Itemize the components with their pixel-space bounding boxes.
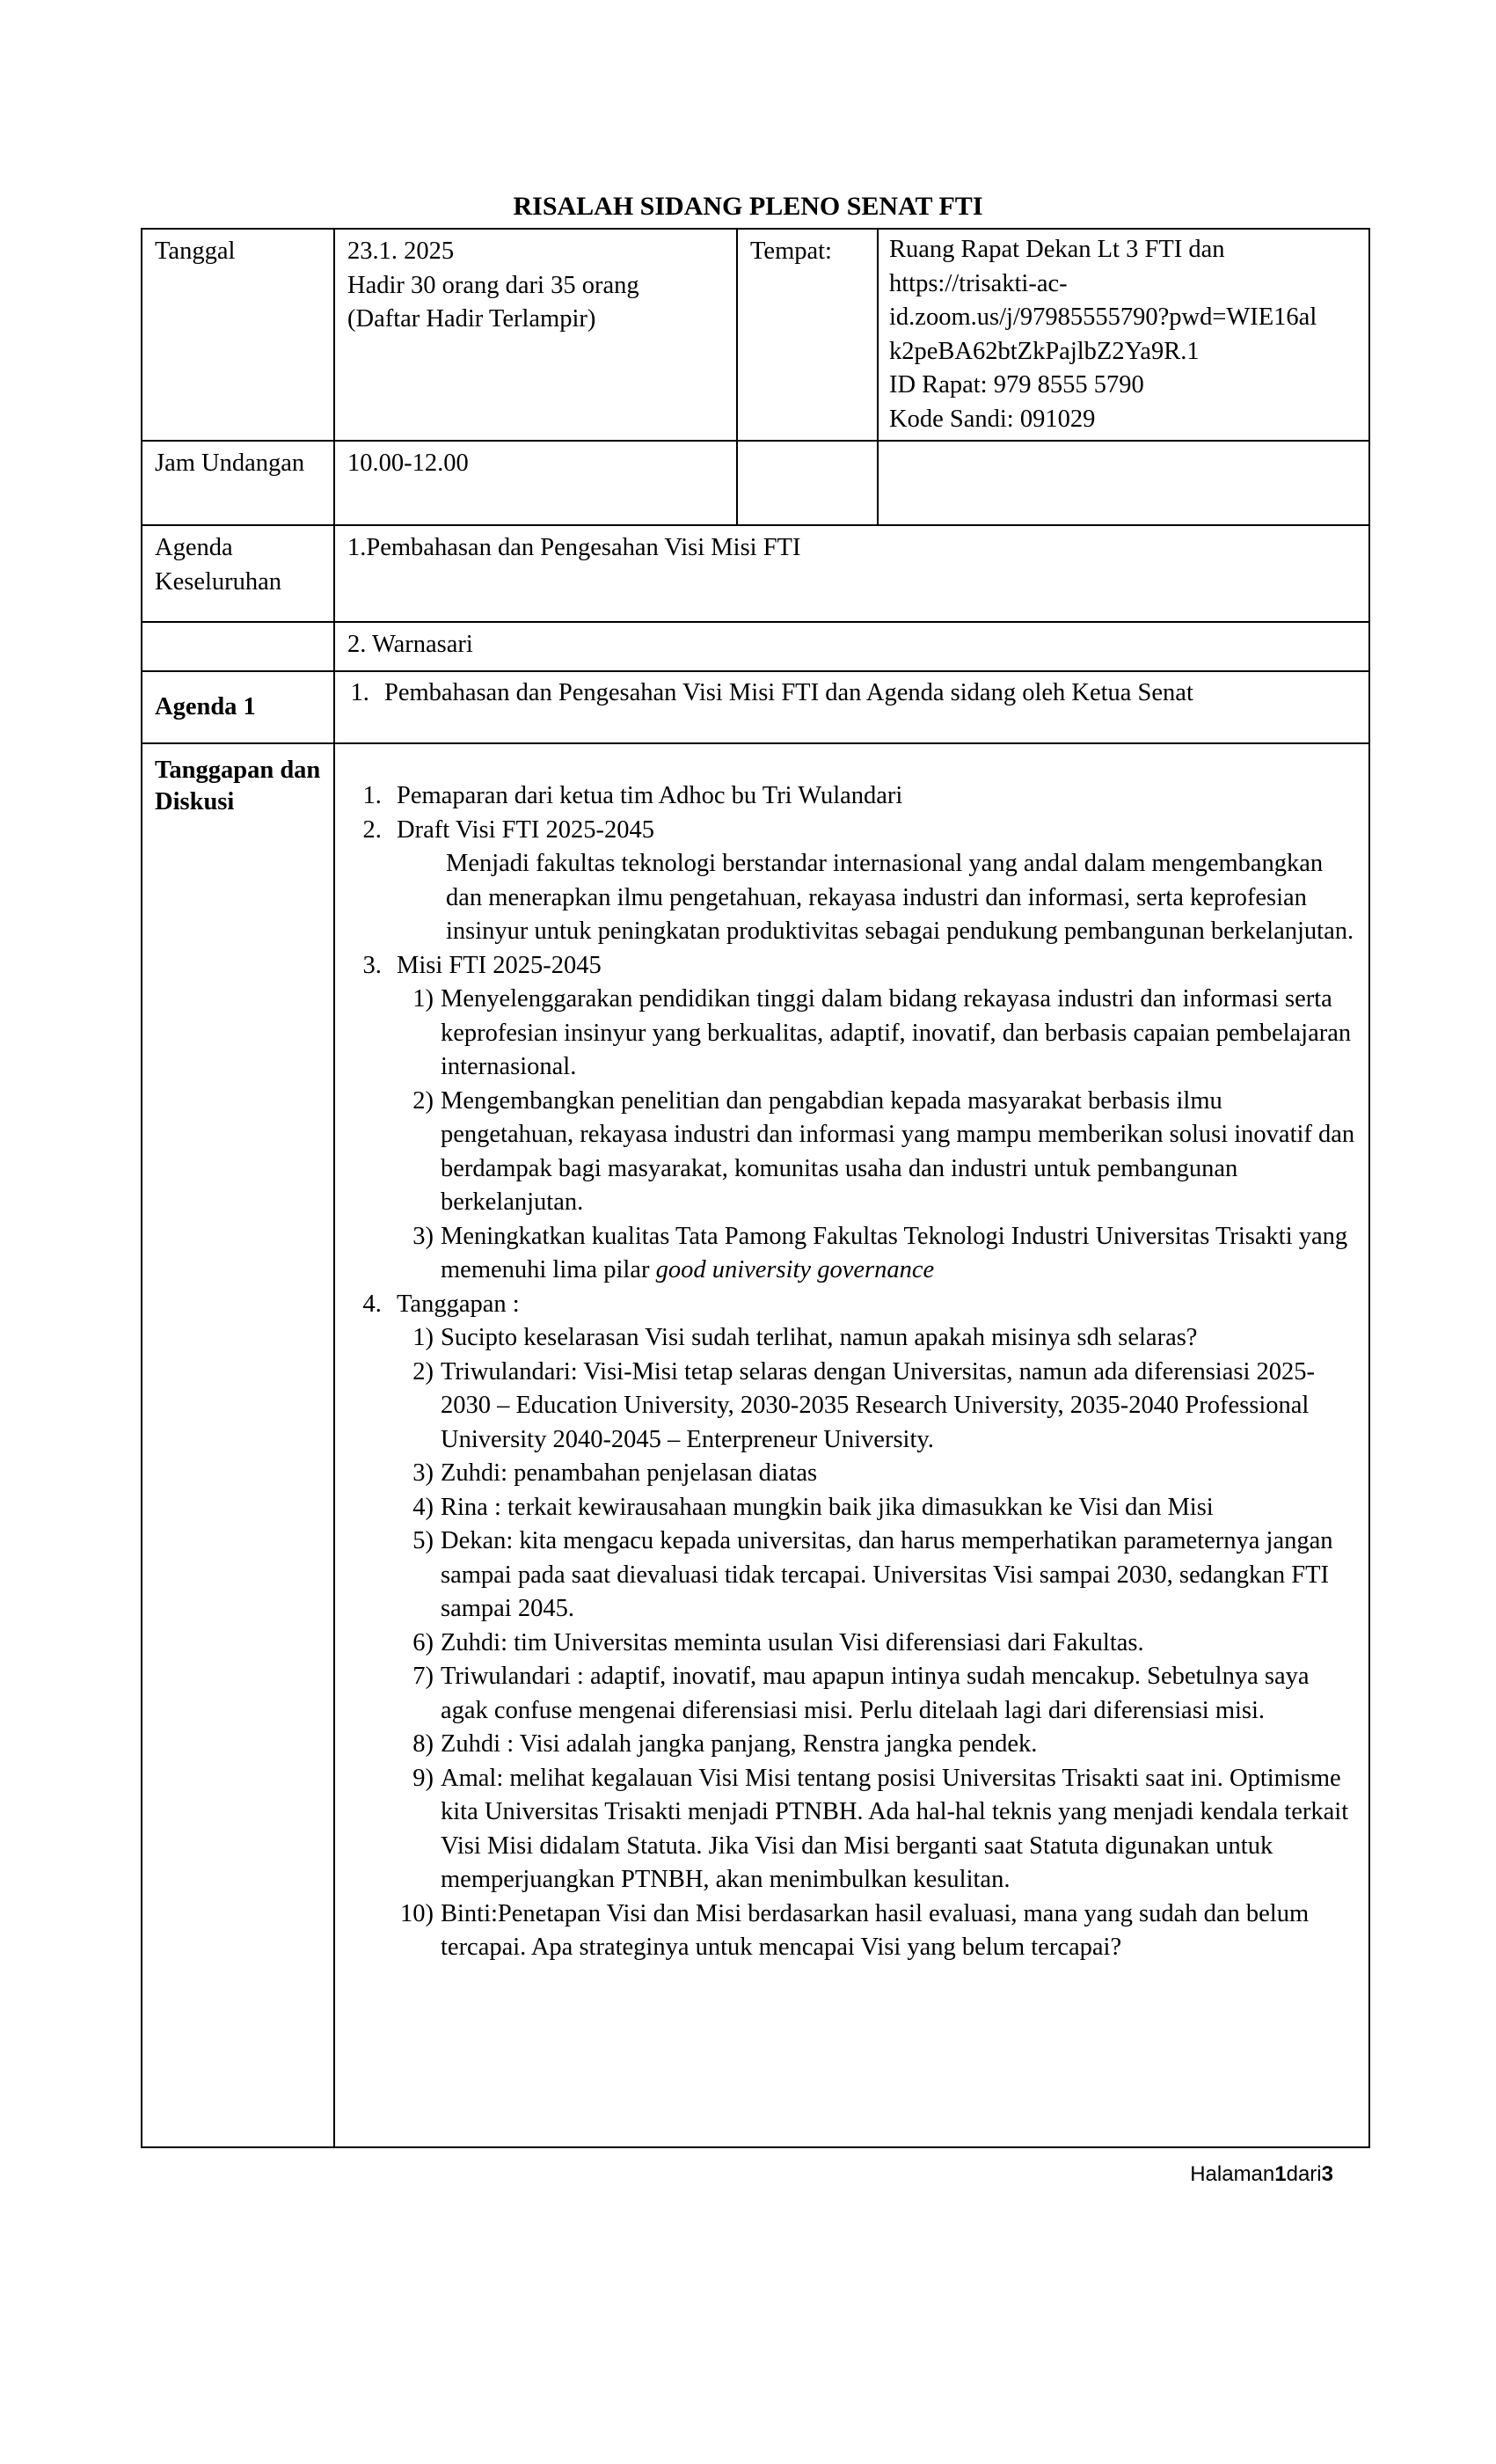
misi-item: Menyelenggarakan pendidikan tinggi dalam bidang rekayasa industri dan informasi serta keprofesian insinyur yang berkualitas, adaptif, inovatif, dan berbasis capaian pembelajaran internasional. bbox=[441, 985, 1352, 1080]
jam-empty-2 bbox=[878, 441, 1369, 525]
label-agenda-1: Agenda 1 bbox=[142, 671, 334, 743]
label-tanggal: Tanggal bbox=[142, 229, 334, 441]
response-item: Triwulandari : adaptif, inovatif, mau apapun intinya sudah mencakup. Sebetulnya saya agak confuse mengenai diferensiasi misi. Perlu ditelaah lagi dari diferensiasi misi. bbox=[441, 1663, 1310, 1724]
tanggal-attendance: Hadir 30 orang dari 35 orang bbox=[347, 271, 639, 299]
zoom-link-3[interactable]: k2peBA62btZkPajlbZ2Ya9R.1 bbox=[889, 337, 1200, 365]
warnasari-empty bbox=[142, 622, 334, 671]
visi-text: Menjadi fakultas teknologi berstandar internasional yang andal dalam mengembangkan dan menerapkan ilmu pengetahuan, rekayasa industri dan informasi, serta keprofesian insinyur untuk peningkatan produktivitas sebagai pendukung pembangunan berkelanjutan. bbox=[446, 850, 1354, 945]
row-agenda-1 bbox=[142, 671, 1369, 743]
zoom-link-2[interactable]: id.zoom.us/j/97985555790?pwd=WIE16al bbox=[889, 303, 1317, 331]
meeting-passcode: Kode Sandi: 091029 bbox=[889, 405, 1096, 433]
row-tanggal bbox=[142, 229, 1369, 441]
misi-list bbox=[397, 983, 1356, 1288]
row-jam bbox=[142, 441, 1369, 525]
misi-item bbox=[441, 1220, 1356, 1288]
row-warnasari bbox=[142, 622, 1369, 671]
response-item: Amal: melihat kegalauan Visi Misi tentang posisi Universitas Trisakti saat ini. Optimisme kita Universitas Trisakti menjadi PTNBH. Ada hal-hal teknis yang menjadi kendala terkait Visi Misi didalam Statuta. Jika Visi dan Misi berganti saat Statuta digunakan untuk memperjuangkan PTNBH, akan menimbulkan kesulitan. bbox=[441, 1764, 1349, 1893]
minutes-table bbox=[141, 228, 1370, 2148]
response-item: Zuhdi: tim Universitas meminta usulan Visi diferensiasi dari Fakultas. bbox=[441, 1628, 1144, 1656]
agenda-1-value bbox=[334, 671, 1369, 743]
page-prefix: Halaman bbox=[1190, 2162, 1275, 2186]
discussion-item-4 bbox=[388, 1288, 1356, 1965]
warnasari-value: 2. Warnasari bbox=[334, 622, 1369, 671]
misi-3-text: Meningkatkan kualitas Tata Pamong Fakultas Teknologi Industri Universitas Trisakti yang memenuhi lima pilar bbox=[441, 1222, 1348, 1283]
discussion-item-2 bbox=[388, 814, 1356, 949]
visi-heading: Draft Visi FTI 2025-2045 bbox=[397, 815, 655, 844]
response-item: Zuhdi : Visi adalah jangka panjang, Renstra jangka pendek. bbox=[441, 1730, 1038, 1758]
jam-value: 10.00-12.00 bbox=[334, 441, 737, 525]
response-item: Triwulandari: Visi-Misi tetap selaras dengan Universitas, namun ada diferensiasi 2025-2030 – Education University, 2030-2035 Research University, 2035-2040 Professional University 2040-2045 – Enterpreneur University. bbox=[441, 1357, 1315, 1453]
document-title: RISALAH SIDANG PLENO SENAT FTI bbox=[513, 192, 983, 221]
tanggapan-heading: Tanggapan : bbox=[397, 1290, 520, 1318]
response-item: Binti:Penetapan Visi dan Misi berdasarkan hasil evaluasi, mana yang sudah dan belum tercapai. Apa strateginya untuk mencapai Visi yang belum tercapai? bbox=[441, 1899, 1310, 1961]
response-item: Zuhdi: penambahan penjelasan diatas bbox=[441, 1459, 818, 1487]
tanggal-attendance-note: (Daftar Hadir Terlampir) bbox=[347, 305, 596, 333]
label-tanggapan: Tanggapan dan Diskusi bbox=[142, 743, 334, 2147]
page-total: 3 bbox=[1321, 2162, 1333, 2186]
agenda-1-list bbox=[347, 677, 1356, 709]
misi-3-italic: good university governance bbox=[655, 1256, 935, 1283]
response-item: Sucipto keselarasan Visi sudah terlihat, namun apakah misinya sdh selaras? bbox=[441, 1324, 1198, 1351]
page-number bbox=[1190, 2162, 1333, 2187]
row-tanggapan bbox=[142, 743, 1369, 2147]
misi-heading: Misi FTI 2025-2045 bbox=[397, 951, 602, 979]
label-tempat: Tempat: bbox=[737, 229, 878, 441]
discussion-item-1: 1. Pemaparan dari ketua tim Adhoc bu Tri Wulandari bbox=[388, 779, 1356, 814]
response-item: Rina : terkait kewirausahaan mungkin baik jika dimasukkan ke Visi dan Misi bbox=[441, 1493, 1214, 1521]
jam-empty-1 bbox=[737, 441, 878, 525]
response-item: Dekan: kita mengacu kepada universitas, dan harus memperhatikan parameternya jangan sampai pada saat dievaluasi tidak tercapai. Universitas Visi sampai 2030, sedangkan FTI sampai 2045. bbox=[441, 1527, 1333, 1622]
tanggal-value bbox=[334, 229, 737, 441]
row-agenda-keseluruhan bbox=[142, 525, 1369, 622]
page-current: 1 bbox=[1274, 2162, 1287, 2186]
tempat-room: Ruang Rapat Dekan Lt 3 FTI dan bbox=[889, 236, 1225, 263]
discussion-item-3 bbox=[388, 949, 1356, 1288]
label-agenda-keseluruhan: Agenda Keseluruhan bbox=[142, 525, 334, 622]
meeting-id: ID Rapat: 979 8555 5790 bbox=[889, 371, 1144, 398]
zoom-link-1[interactable]: https://trisakti-ac- bbox=[889, 269, 1068, 297]
agenda-keseluruhan-value: 1.Pembahasan dan Pengesahan Visi Misi FTI bbox=[334, 525, 1369, 622]
page-middle: dari bbox=[1286, 2162, 1322, 2186]
tempat-value bbox=[878, 229, 1369, 441]
agenda-1-item: 1. Pembahasan dan Pengesahan Visi Misi FTI dan Agenda sidang oleh Ketua Senat bbox=[376, 677, 1356, 709]
tanggapan-content bbox=[334, 743, 1369, 2147]
tanggapan-list bbox=[397, 1321, 1356, 1965]
tanggal-date: 23.1. 2025 bbox=[347, 238, 455, 265]
label-jam: Jam Undangan bbox=[142, 441, 334, 525]
misi-item: Mengembangkan penelitian dan pengabdian kepada masyarakat berbasis ilmu pengetahuan, rekayasa industri dan informasi yang mampu memberikan solusi inovatif dan berdampak bagi masyarakat, komunitas usaha dan industri untuk pembangunan berkelanjutan. bbox=[441, 1086, 1355, 1216]
discussion-list bbox=[347, 779, 1356, 1965]
